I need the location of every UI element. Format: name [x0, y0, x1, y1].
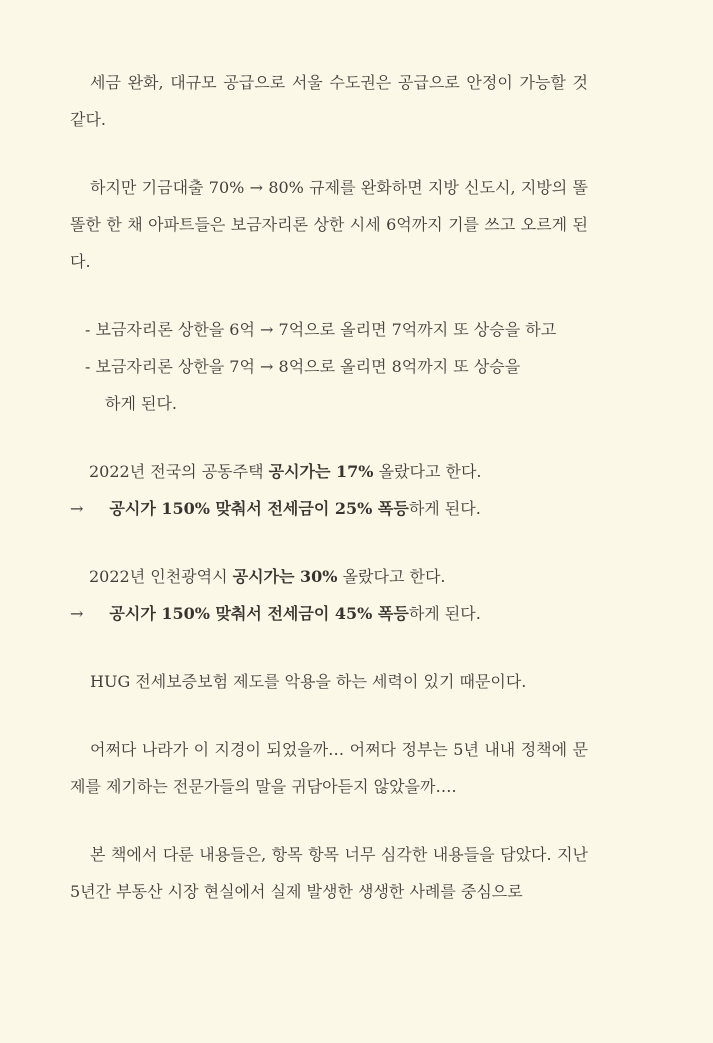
text-run: - 보금자리론 상한을 6억 → 7억으로 올리면 7억까지 또 상승을 하고 [85, 320, 557, 339]
text-run: 하게 된다. [105, 394, 177, 413]
text-run: 올랐다고 한다. [373, 462, 482, 481]
paragraph [70, 64, 588, 138]
bold-text-run: 공시가 150% 맞춰서 전세금이 25% 폭등 [109, 499, 409, 518]
stat-line [70, 453, 588, 490]
paragraph [70, 169, 588, 280]
text-run: 하게 된다. [408, 499, 481, 518]
page-text [70, 64, 588, 910]
text-run: 하지만 기금대출 70% → 80% 규제를 완화하면 지방 신도시, 지방의 똘똘한 한 채 아파트들은 보금자리론 상한 시세 6억까지 기를 쓰고 오르게 된다. [70, 178, 588, 271]
list-line [70, 348, 588, 385]
text-run: 본 책에서 다룬 내용들은, 항목 항목 너무 심각한 내용들을 담았다. 지난 5년간 부동산 시장 현실에서 실제 발생한 생생한 사례를 중심으로 [70, 845, 588, 901]
arrow-glyph: → [70, 499, 84, 518]
list-continuation-line [70, 385, 588, 422]
text-run: - 보금자리론 상한을 7억 → 8억으로 올리면 8억까지 또 상승을 [85, 357, 521, 376]
paragraph [70, 731, 588, 805]
arrow-line [70, 595, 588, 632]
paragraph [70, 663, 588, 700]
paragraph [70, 836, 588, 910]
line-group [70, 311, 588, 422]
text-run: 2022년 인천광역시 [89, 567, 233, 586]
text-run: 세금 완화, 대규모 공급으로 서울 수도권은 공급으로 안정이 가능할 것 같다. [70, 73, 588, 129]
bold-text-run: 공시가는 30% [232, 567, 338, 586]
bold-text-run: 공시가 150% 맞춰서 전세금이 45% 폭등 [109, 604, 409, 623]
bold-text-run: 공시가는 17% [268, 462, 374, 481]
text-run: 하게 된다. [408, 604, 481, 623]
text-run: 올랐다고 한다. [337, 567, 446, 586]
arrow-glyph: → [70, 604, 84, 623]
list-line [70, 311, 588, 348]
text-run: 2022년 전국의 공동주택 [89, 462, 269, 481]
line-group [70, 453, 588, 527]
stat-line [70, 558, 588, 595]
text-run: 어쩌다 나라가 이 지경이 되었을까… 어쩌다 정부는 5년 내내 정책에 문제를 제기하는 전문가들의 말을 귀담아듣지 않았을까…. [70, 740, 588, 796]
arrow-line [70, 490, 588, 527]
line-group [70, 558, 588, 632]
text-run: HUG 전세보증보험 제도를 악용을 하는 세력이 있기 때문이다. [90, 672, 527, 691]
